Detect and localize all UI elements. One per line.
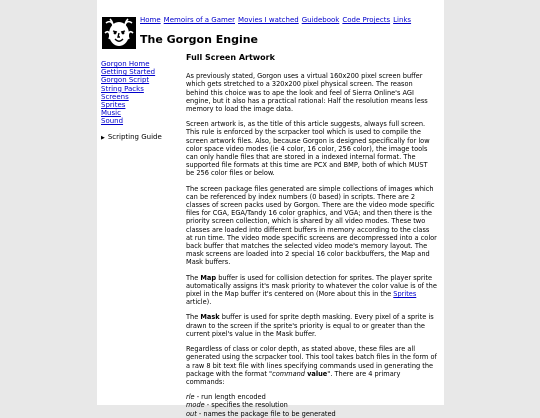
page-container (97, 0, 444, 418)
sidebar-item-gorgon-script[interactable]: Gorgon Script (101, 76, 150, 85)
triangle-right-icon: ▶ (101, 134, 105, 141)
value-term: value (307, 369, 328, 378)
sidebar-item-getting-started[interactable]: Getting Started (101, 68, 156, 77)
command-name: mode (186, 401, 205, 410)
p4-text-post: article). (186, 298, 212, 307)
paragraph-2: Screen artwork is, as the title of this article suggests, always full screen. This rule is enforced by the scrpacker tool which is used to compile the screen artwork files. Also, because Gorgon is designed specifically for low color space video modes (ie 4 color, 16 color, 256 color), the image tools can only handle files that are stored in a indexed internal format. The supported file formats at this time are PCX and BMP, both of which MUST be 256 color files or below. (186, 120, 430, 178)
paragraph-1: As previously stated, Gorgon uses a virtual 160x200 pixel screen buffer which gets stretched to a 320x200 pixel physical screen. The reason behind this choice was to ape the look and feel of Sierra Online's AGI engine, but it also has a practical rational: Half the resolution means less memory to load the image data. (186, 72, 428, 114)
p5-text-post: buffer is used for sprite depth masking. Every pixel of a sprite is drawn to the screen if the sprite's priority is equal to or greater than the current pixel's value in the Mask buffer. (186, 313, 434, 338)
nav-link-code-projects[interactable]: Code Projects (342, 16, 391, 24)
site-title: The Gorgon Engine (140, 33, 259, 46)
p4-text-pre: The (186, 273, 201, 282)
command-description: - run length encoded (194, 393, 266, 402)
command-list-item (186, 410, 437, 418)
sprites-article-link[interactable]: Sprites (393, 290, 417, 299)
nav-link-movies[interactable]: Movies I watched (238, 16, 299, 24)
p4-text-mid: buffer is used for collision detection for sprites. The player sprite automatically assigns it's mask priority to whatever the color value is of the pixel in the Map buffer it's centered on (More about this in the (186, 273, 437, 299)
paragraph-5 (186, 313, 437, 338)
sidebar-item-string-packs[interactable]: String Packs (101, 84, 144, 93)
sidebar-item-sound[interactable]: Sound (101, 117, 124, 126)
command-description: - specifies the resolution (204, 401, 288, 410)
p6-text-post: ". There are 4 primary commands: (186, 369, 401, 386)
scripting-guide-toggle[interactable] (101, 133, 181, 142)
paragraph-4 (186, 274, 437, 307)
nav-link-memoirs[interactable]: Memoirs of a Gamer (163, 16, 236, 24)
command-description: - names the package file to be generated (196, 409, 336, 418)
nav-link-guidebook[interactable]: Guidebook (301, 16, 340, 24)
paragraph-6 (186, 345, 437, 386)
sidebar (101, 60, 181, 142)
paragraph-3: The screen package files generated are simple collections of images which can be referenced by index numbers (0 based) in scripts. There are 2 classes of screen packs used by Gorgon. There are the video mode specific files for CGA, EGA/Tandy 16 color graphics, and VGA; and then there is the priority screen collection, which is shared by all video modes. These two classes are loaded into different buffers in memory according to the class at run time. The video mode specific screens are decompressed into a color back buffer that matches the selected video mode's memory layout. The mask screens are loaded into 2 special 16 color backbuffers, the Map and Mask buffers. (186, 184, 437, 267)
sidebar-item-sprites[interactable]: Sprites (101, 101, 126, 110)
gorgon-logo-image (102, 17, 136, 49)
map-term: Map (200, 273, 217, 282)
article-heading: Full Screen Artwork (186, 53, 275, 62)
scripting-guide-label: Scripting Guide (107, 132, 162, 141)
sidebar-item-music[interactable]: Music (101, 109, 121, 118)
nav-link-home[interactable]: Home (140, 16, 161, 24)
sidebar-item-gorgon-home[interactable]: Gorgon Home (101, 60, 150, 68)
command-name: rle (186, 393, 195, 402)
top-navigation (140, 16, 414, 24)
command-term: command (272, 369, 305, 378)
nav-link-links[interactable]: Links (393, 16, 412, 24)
mask-term: Mask (200, 313, 220, 322)
p5-text-pre: The (186, 313, 201, 322)
article-content (186, 54, 437, 418)
command-list-item (186, 393, 437, 401)
command-name: out (186, 409, 197, 418)
command-list-item (186, 401, 437, 409)
sidebar-item-screens[interactable]: Screens (101, 92, 129, 101)
p6-text-pre: Regardless of class or color depth, as stated above, these files are all generated using the scrpacker tool. This tool takes batch files in the form of a raw 8 bit text file with lines specifying commands used in generating the package with the format " (186, 345, 437, 378)
